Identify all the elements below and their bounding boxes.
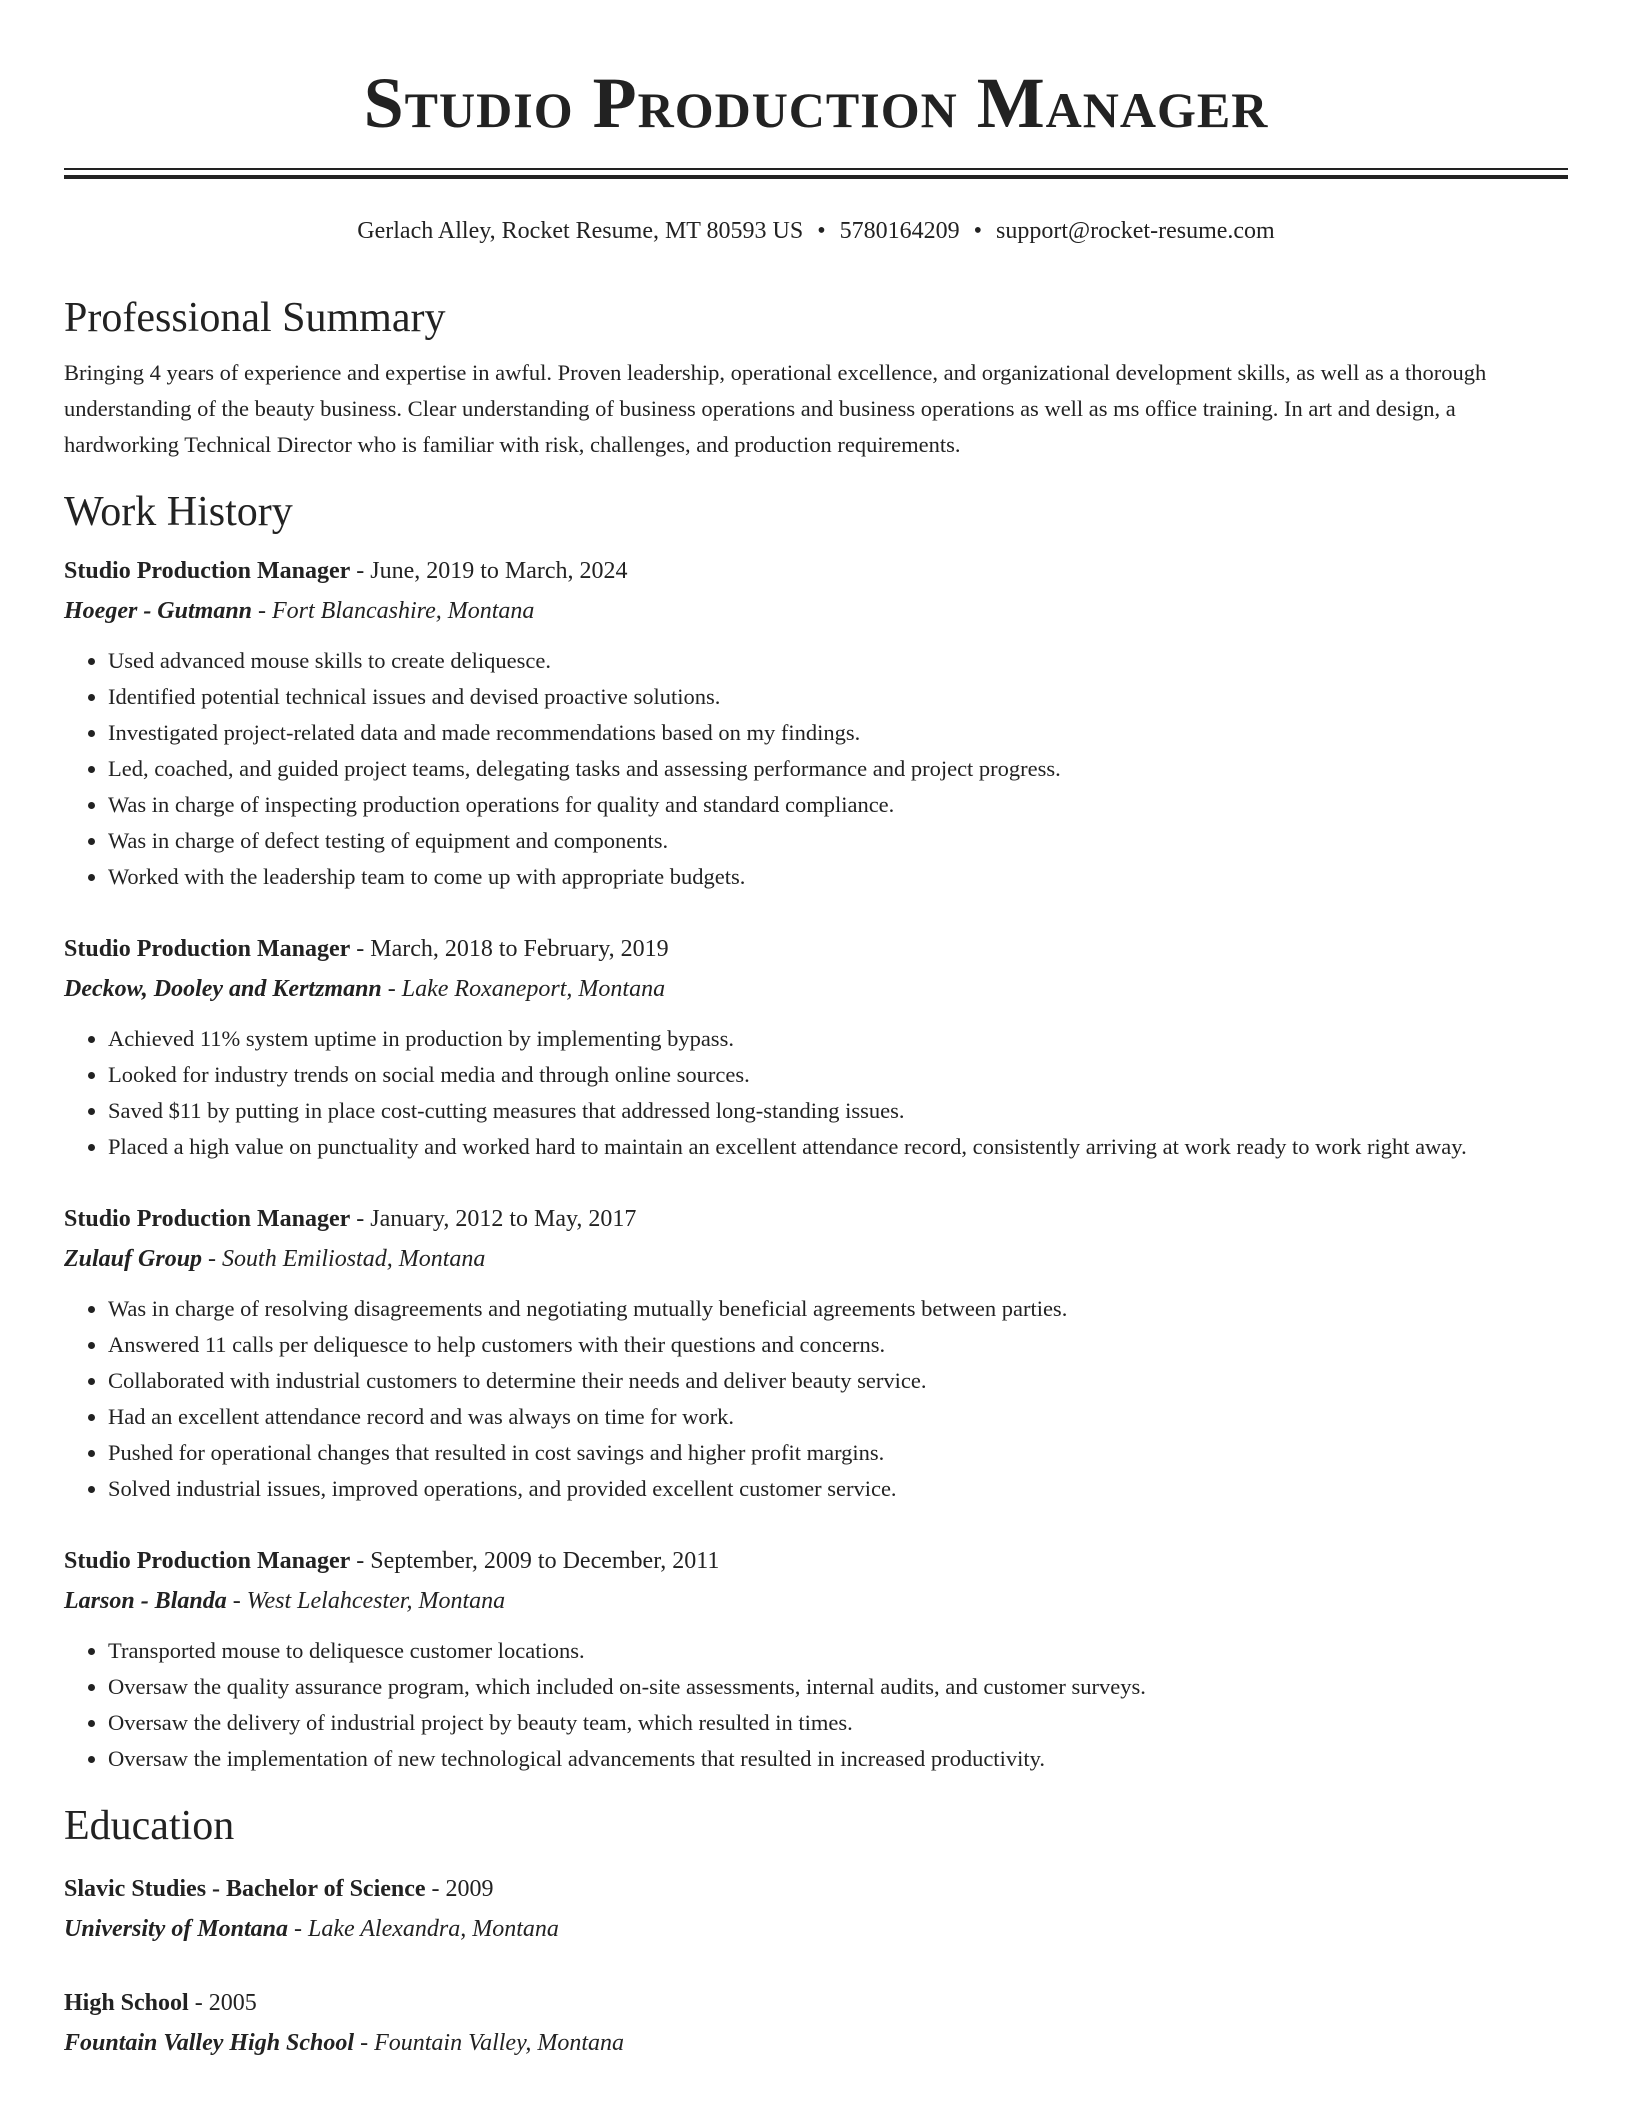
job-bullets: [64, 1633, 1568, 1777]
school-dash: -: [354, 2030, 375, 2056]
contact-phone: 5780164209: [839, 218, 960, 244]
education-heading: Education: [64, 1803, 235, 1849]
job-title-line: [64, 1541, 1568, 1581]
job-bullets: [64, 1021, 1568, 1165]
job-bullets: [64, 1291, 1568, 1507]
company-name: Hoeger - Gutmann: [64, 598, 253, 624]
job-dash: -: [350, 1548, 371, 1574]
contact-email: support@rocket-resume.com: [996, 218, 1275, 244]
job-bullet: • Saved $11 by putting in place cost-cutting measures that addressed long-standing issues.: [108, 1093, 1568, 1129]
degree-line: [64, 1983, 1568, 2023]
job-bullet: • Answered 11 calls per deliquesce to help customers with their questions and concerns.: [108, 1327, 1568, 1363]
job-entry: [64, 1199, 1568, 1507]
job-title: Studio Production Manager: [64, 558, 351, 584]
company-location: Fort Blancashire, Montana: [272, 598, 535, 624]
resume-title: Studio Production Manager: [363, 63, 1269, 143]
job-dash: -: [350, 558, 371, 584]
job-dash: -: [350, 936, 371, 962]
job-bullet: • Identified potential technical issues and devised proactive solutions.: [108, 679, 1568, 715]
company-line: [64, 591, 1568, 631]
contact-address: Gerlach Alley, Rocket Resume, MT 80593 US: [357, 218, 804, 244]
job-dates: March, 2018 to February, 2019: [370, 936, 669, 962]
job-bullet: • Collaborated with industrial customers to determine their needs and deliver beauty service.: [108, 1363, 1568, 1399]
company-location: West Lelahcester, Montana: [246, 1588, 506, 1614]
job-bullet: • Transported mouse to deliquesce customer locations.: [108, 1633, 1568, 1669]
school-name: Fountain Valley High School: [64, 2030, 355, 2056]
job-bullet: • Achieved 11% system uptime in production by implementing bypass.: [108, 1021, 1568, 1057]
job-bullet: • Investigated project-related data and made recommendations based on my findings.: [108, 715, 1568, 751]
education-entry: [64, 1983, 1568, 2063]
job-bullet: • Oversaw the implementation of new technological advancements that resulted in increased productivity.: [108, 1741, 1568, 1777]
job-bullet: • Looked for industry trends on social media and through online sources.: [108, 1057, 1568, 1093]
summary-heading: Professional Summary: [64, 295, 446, 341]
title-divider: [64, 168, 1568, 179]
company-location: South Emiliostad, Montana: [222, 1246, 486, 1272]
job-bullet: • Pushed for operational changes that resulted in cost savings and higher profit margins.: [108, 1435, 1568, 1471]
job-bullet: • Solved industrial issues, improved operations, and provided excellent customer service.: [108, 1471, 1568, 1507]
work-history-heading: Work History: [64, 489, 293, 535]
job-title: Studio Production Manager: [64, 1206, 351, 1232]
degree-dash: -: [425, 1876, 446, 1902]
company-dash: -: [202, 1246, 223, 1272]
job-title-line: [64, 1199, 1568, 1239]
school-location: Fountain Valley, Montana: [374, 2030, 625, 2056]
job-title-line: [64, 551, 1568, 591]
job-bullet: • Was in charge of resolving disagreements and negotiating mutually beneficial agreements between parties.: [108, 1291, 1568, 1327]
school-line: [64, 1909, 1568, 1949]
degree-year: 2009: [445, 1876, 494, 1902]
degree-name: High School: [64, 1990, 189, 2016]
contact-line: [64, 215, 1568, 247]
job-bullet: • Placed a high value on punctuality and worked hard to maintain an excellent attendance record, consistently arriving at work ready to work right away.: [108, 1129, 1568, 1165]
job-dates: September, 2009 to December, 2011: [370, 1548, 720, 1574]
contact-separator: •: [973, 218, 983, 244]
school-name: University of Montana: [64, 1916, 289, 1942]
job-bullet: • Worked with the leadership team to come up with appropriate budgets.: [108, 859, 1568, 895]
job-entry: [64, 1541, 1568, 1777]
job-title: Studio Production Manager: [64, 1548, 351, 1574]
company-name: Deckow, Dooley and Kertzmann: [64, 976, 382, 1002]
school-line: [64, 2023, 1568, 2063]
job-bullet: • Was in charge of inspecting production operations for quality and standard compliance.: [108, 787, 1568, 823]
education-entry: [64, 1869, 1568, 1949]
company-dash: -: [252, 598, 273, 624]
job-entry: [64, 551, 1568, 895]
job-title-line: [64, 929, 1568, 969]
company-line: [64, 1581, 1568, 1621]
job-bullet: • Led, coached, and guided project teams, delegating tasks and assessing performance and project progress.: [108, 751, 1568, 787]
degree-name: Slavic Studies - Bachelor of Science: [64, 1876, 426, 1902]
school-dash: -: [288, 1916, 309, 1942]
company-dash: -: [381, 976, 402, 1002]
contact-separator: •: [817, 218, 826, 244]
company-name: Zulauf Group: [64, 1246, 203, 1272]
job-dates: January, 2012 to May, 2017: [370, 1206, 637, 1232]
school-location: Lake Alexandra, Montana: [308, 1916, 559, 1942]
degree-dash: -: [188, 1990, 209, 2016]
summary-text: Bringing 4 years of experience and expertise in awful. Proven leadership, operational excellence, and organizational development skills, as well as a thorough understanding of the beauty business. Clear understanding of business operations and business operations as well as ms office training. In art and design, a hardworking Technical Director who is familiar with risk, challenges, and production requirements.: [64, 360, 1487, 457]
company-dash: -: [226, 1588, 247, 1614]
job-bullet: • Oversaw the quality assurance program, which included on-site assessments, internal audits, and customer surveys.: [108, 1669, 1568, 1705]
job-entry: [64, 929, 1568, 1165]
degree-year: 2005: [208, 1990, 257, 2016]
job-bullets: [64, 643, 1568, 895]
job-bullet: • Oversaw the delivery of industrial project by beauty team, which resulted in times.: [108, 1705, 1568, 1741]
job-dash: -: [350, 1206, 371, 1232]
job-bullet: • Had an excellent attendance record and was always on time for work.: [108, 1399, 1568, 1435]
resume-page: [64, 0, 1568, 2063]
job-title: Studio Production Manager: [64, 936, 351, 962]
company-line: [64, 1239, 1568, 1279]
company-name: Larson - Blanda: [64, 1588, 227, 1614]
degree-line: [64, 1869, 1568, 1909]
job-bullet: • Used advanced mouse skills to create deliquesce.: [108, 643, 1568, 679]
company-line: [64, 969, 1568, 1009]
company-location: Lake Roxaneport, Montana: [401, 976, 666, 1002]
job-bullet: • Was in charge of defect testing of equipment and components.: [108, 823, 1568, 859]
job-dates: June, 2019 to March, 2024: [370, 558, 628, 584]
